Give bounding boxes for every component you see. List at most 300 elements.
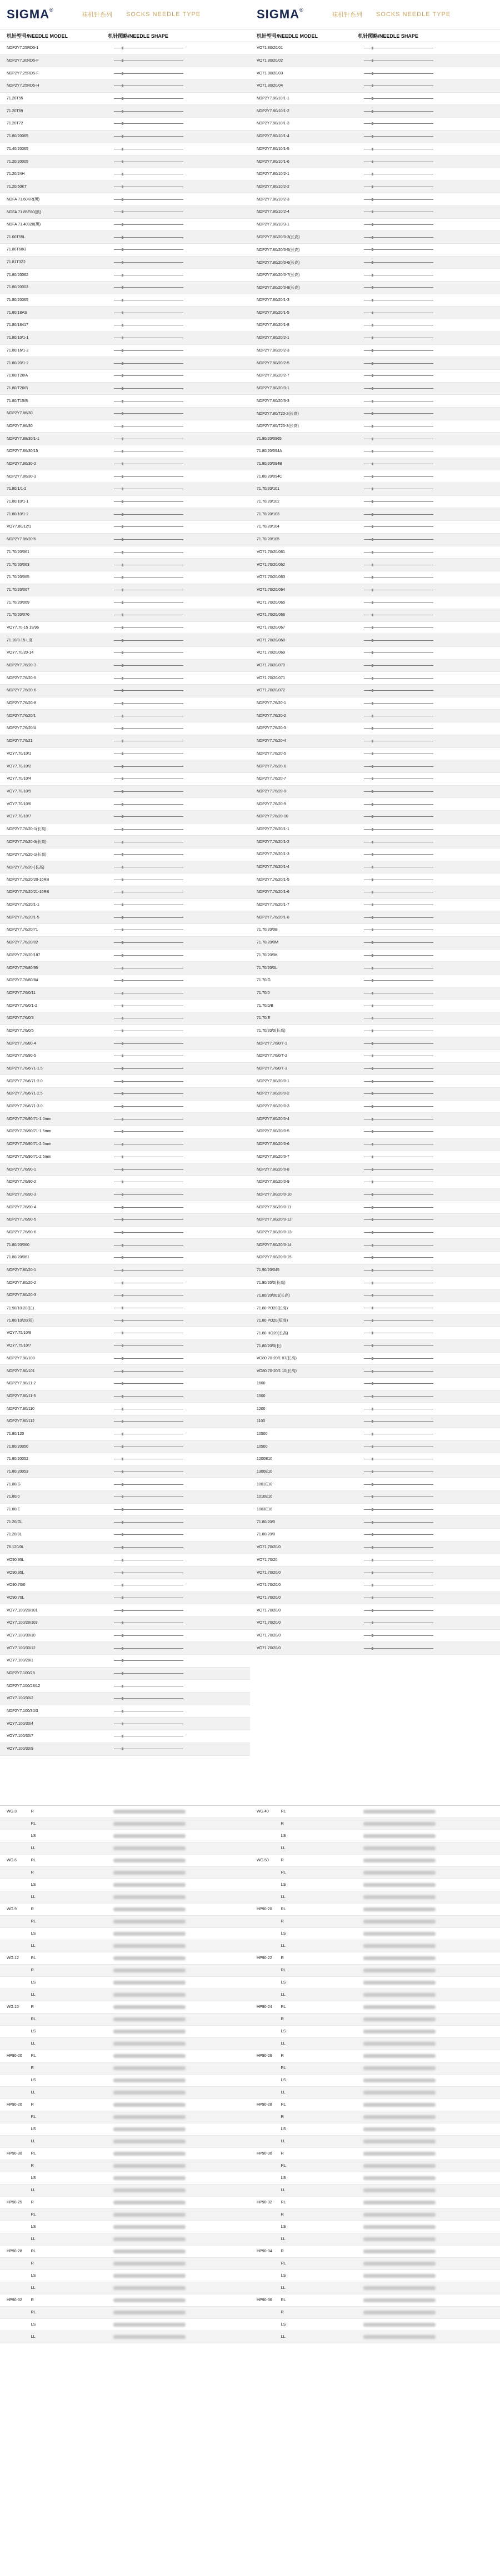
needle-shape-icon	[114, 425, 192, 428]
needle-shape-icon	[114, 1647, 192, 1650]
needle-model: 10500	[257, 1432, 268, 1436]
needle-model: 71.80/G	[7, 1482, 21, 1487]
needle-shape-cell	[104, 1458, 250, 1460]
needle-row	[250, 193, 500, 206]
needle-row	[0, 1642, 250, 1655]
needle-shape-image	[113, 1981, 186, 1985]
needle-model: NDP2Y7.80/20-2	[7, 1281, 36, 1285]
needle-row	[250, 67, 500, 80]
needle-row	[0, 1718, 250, 1730]
needle-row	[250, 496, 500, 509]
needle-row	[0, 1403, 250, 1415]
needle-shape-icon	[364, 1092, 442, 1095]
header-model: 机针型号/NEEDLE MODEL	[257, 33, 318, 39]
needle-shape-icon	[364, 564, 442, 566]
group-row	[0, 2013, 250, 2026]
needle-row	[250, 1554, 500, 1567]
needle-model: NDP2Y7.80/10/2-4	[257, 210, 289, 214]
needle-model: NDP2Y7.80/20/3-1	[257, 386, 289, 390]
needle-shape-icon	[364, 589, 442, 591]
needle-row	[0, 1289, 250, 1302]
group-row	[0, 2319, 250, 2331]
needle-shape-icon	[364, 702, 442, 705]
needle-shape-cell	[354, 1546, 500, 1549]
needle-row	[0, 1705, 250, 1718]
needle-shape-image	[363, 2298, 436, 2302]
needle-shape-image	[113, 2091, 186, 2095]
needle-shape-icon	[114, 1408, 192, 1410]
needle-row	[250, 886, 500, 899]
needle-shape-cell	[104, 954, 250, 957]
needle-row	[0, 155, 250, 168]
needle-model: VO71.70/20/0	[257, 1633, 281, 1638]
group-row	[250, 2123, 500, 2136]
needle-shape-icon	[364, 752, 442, 755]
needle-model: VOY7.70/10/1	[7, 751, 31, 756]
needle-row	[250, 118, 500, 130]
needle-row	[0, 143, 250, 156]
group-row	[250, 1855, 500, 1867]
needle-shape-image	[113, 2225, 186, 2229]
needle-shape-icon	[364, 84, 442, 87]
needle-shape-cell	[104, 362, 250, 365]
needle-model: NDP2Y7.30RD5-F	[7, 59, 39, 63]
needle-shape-icon	[364, 941, 442, 944]
size-label: LL	[31, 1895, 36, 1899]
needle-shape-icon	[114, 1244, 192, 1247]
shape-cell	[61, 1859, 250, 1862]
needle-model: 1200E10	[257, 1457, 273, 1462]
needle-model: VOY7.70/10/2	[7, 764, 31, 769]
needle-shape-cell	[354, 1168, 500, 1171]
needle-shape-icon	[114, 1445, 192, 1448]
needle-model: VOY7.100/28/1	[7, 1659, 33, 1663]
needle-shape-image	[113, 2188, 186, 2192]
needle-shape-image	[113, 2115, 186, 2119]
needle-shape-cell	[104, 1723, 250, 1725]
needle-row	[250, 1541, 500, 1554]
group-row	[0, 1830, 250, 1842]
needle-shape-cell	[354, 1483, 500, 1486]
needle-shape-icon	[114, 1571, 192, 1574]
needle-shape-image	[363, 2262, 436, 2266]
needle-row	[0, 294, 250, 307]
logo-mark: ®	[49, 7, 54, 13]
size-label: R	[281, 1956, 284, 1960]
needle-shape-cell	[104, 525, 250, 528]
needle-shape-cell	[104, 500, 250, 503]
needle-shape-cell	[104, 337, 250, 339]
needle-shape-icon	[114, 1231, 192, 1234]
needle-shape-cell	[354, 928, 500, 931]
needle-row	[250, 1176, 500, 1189]
needle-column-left	[0, 42, 250, 1756]
needle-shape-icon	[114, 1609, 192, 1612]
needle-model: 71.80/20/0965	[257, 436, 282, 441]
needle-shape-cell	[354, 387, 500, 390]
needle-row	[250, 1390, 500, 1403]
needle-model: NDP2Y7.80/20/0-15	[257, 1256, 292, 1260]
needle-shape-icon	[364, 525, 442, 528]
needle-shape-icon	[364, 135, 442, 138]
needle-model: VOY7.100/28/101	[7, 1608, 38, 1613]
needle-shape-icon	[114, 1080, 192, 1083]
needle-shape-image	[113, 2005, 186, 2009]
needle-model: 71.80/20050	[7, 1444, 28, 1449]
needle-shape-cell	[104, 1282, 250, 1284]
needle-shape-image	[363, 1981, 436, 1985]
size-label: RL	[281, 2201, 286, 2205]
needle-model: NDP2Y7.80/20/1-5	[257, 310, 289, 315]
needle-shape-cell	[104, 1244, 250, 1247]
needle-row	[0, 521, 250, 534]
needle-shape-icon	[114, 412, 192, 415]
needle-shape-cell	[354, 765, 500, 768]
needle-row	[0, 206, 250, 219]
shape-cell	[311, 2262, 500, 2266]
needle-shape-icon	[114, 1005, 192, 1007]
needle-shape-icon	[364, 72, 442, 75]
needle-model: 71.80/20/060	[7, 1243, 29, 1247]
needle-shape-cell	[354, 992, 500, 995]
group-row	[0, 2209, 250, 2221]
needle-shape-cell	[104, 589, 250, 591]
needle-model: NDP2Y7.76/0/11	[7, 991, 36, 995]
needle-shape-icon	[114, 198, 192, 201]
needle-row	[250, 911, 500, 924]
needle-shape-cell	[104, 1621, 250, 1624]
needle-model: NDP2Y7.76/6/71-2.0	[7, 1079, 43, 1083]
needle-shape-icon	[114, 866, 192, 868]
needle-shape-icon	[114, 1559, 192, 1561]
shape-cell	[311, 1944, 500, 1948]
needle-shape-image	[113, 1956, 186, 1960]
needle-shape-cell	[104, 173, 250, 175]
group-row	[0, 2270, 250, 2282]
needle-shape-image	[113, 1969, 186, 1972]
needle-shape-icon	[364, 1508, 442, 1511]
size-label: LL	[281, 1895, 286, 1899]
needle-model: 71.80 PO20(长高)	[257, 1306, 288, 1310]
needle-row	[0, 1163, 250, 1176]
needle-shape-icon	[114, 463, 192, 465]
needle-model: NDP2Y7.80/20/0-5	[257, 1129, 289, 1134]
size-label: RL	[281, 2103, 286, 2107]
shape-cell	[61, 2176, 250, 2180]
needle-shape-icon	[114, 1659, 192, 1662]
needle-model: 71.80/20053	[7, 1470, 28, 1474]
needle-shape-icon	[114, 1483, 192, 1486]
size-label: LL	[281, 2091, 286, 2095]
needle-model: NDP2Y7.80/20/0-6	[257, 1142, 289, 1147]
group-row	[250, 2148, 500, 2160]
needle-model: VO71.80/20/01	[257, 46, 283, 51]
needle-model: VO71.70/20/061	[257, 550, 285, 554]
size-label: RL	[281, 1969, 286, 1972]
needle-row	[0, 282, 250, 294]
needle-row	[0, 67, 250, 80]
needle-row	[0, 975, 250, 987]
needle-row	[250, 370, 500, 383]
header-shape: 机针图略/NEEDLE SHAPE	[358, 33, 418, 39]
needle-shape-cell	[104, 1206, 250, 1209]
shape-cell	[311, 2164, 500, 2168]
needle-model: 71.70/20/103	[257, 512, 279, 516]
needle-model: 76.120/0L	[7, 1545, 24, 1550]
size-label: LS	[31, 2030, 36, 2033]
needle-shape-cell	[354, 1357, 500, 1360]
needle-shape-cell	[354, 513, 500, 516]
needle-shape-icon	[364, 1143, 442, 1146]
needle-row	[250, 1264, 500, 1277]
needle-model: VO71.70/20	[257, 1558, 278, 1562]
needle-model: 71.20T55	[7, 97, 23, 101]
needle-shape-icon	[364, 777, 442, 780]
needle-row	[0, 559, 250, 571]
needle-shape-icon	[364, 286, 442, 289]
needle-shape-icon	[114, 815, 192, 818]
shape-cell	[61, 2140, 250, 2143]
size-label: RL	[31, 2311, 36, 2314]
shape-cell	[311, 2298, 500, 2302]
needle-row	[250, 1012, 500, 1025]
shape-cell	[61, 2103, 250, 2107]
needle-row	[250, 1037, 500, 1050]
needle-shape-cell	[104, 1445, 250, 1448]
needle-shape-cell	[104, 1294, 250, 1297]
needle-shape-icon	[114, 374, 192, 377]
needle-model: NDP2Y7.80/10/1-1	[257, 97, 289, 101]
size-label: LS	[31, 2176, 36, 2180]
needle-shape-cell	[354, 463, 500, 465]
shape-cell	[311, 1993, 500, 1997]
size-label: LS	[281, 2030, 286, 2033]
needle-row	[0, 571, 250, 584]
needle-shape-cell	[354, 916, 500, 919]
needle-shape-icon	[364, 916, 442, 919]
needle-shape-icon	[364, 1042, 442, 1045]
needle-row	[250, 1566, 500, 1579]
group-label: WG.40	[257, 1810, 269, 1814]
group-label: WG.9	[7, 1907, 17, 1911]
shape-cell	[311, 1895, 500, 1899]
needle-shape-cell	[354, 312, 500, 314]
shape-cell	[311, 2017, 500, 2021]
needle-shape-cell	[104, 576, 250, 579]
needle-model: NDP2Y7.76/20-6	[7, 689, 36, 693]
size-label: LS	[31, 2225, 36, 2229]
needle-row	[250, 332, 500, 345]
needle-shape-cell	[104, 97, 250, 100]
needle-shape-cell	[104, 236, 250, 239]
needle-model: NDP2Y7.100/28/12	[7, 1684, 41, 1688]
shape-cell	[61, 1822, 250, 1826]
needle-shape-cell	[104, 72, 250, 75]
needle-shape-cell	[104, 677, 250, 680]
subtitle-en: SOCKS NEEDLE TYPE	[126, 11, 201, 18]
needle-shape-image	[113, 1810, 186, 1814]
needle-row	[0, 1201, 250, 1214]
needle-row	[0, 1390, 250, 1403]
needle-row	[250, 244, 500, 257]
needle-row	[250, 1415, 500, 1428]
needle-row	[0, 319, 250, 332]
needle-model: NDP2Y7.80/101	[7, 1369, 35, 1373]
needle-model: NDP2Y7.76/90-3	[7, 1192, 36, 1197]
needle-shape-icon	[364, 903, 442, 906]
needle-model: NDP2Y7.80/100	[7, 1356, 35, 1360]
group-row	[0, 2294, 250, 2307]
shape-cell	[61, 1920, 250, 1924]
needle-row	[250, 622, 500, 635]
shape-cell	[61, 2298, 250, 2302]
needle-model: NDP2Y7.76/20/4	[7, 726, 36, 731]
needle-shape-image	[363, 2188, 436, 2192]
needle-shape-icon	[114, 878, 192, 881]
needle-shape-cell	[354, 412, 500, 415]
needle-model: 1003E10	[257, 1508, 273, 1512]
needle-shape-icon	[114, 1370, 192, 1373]
group-row	[250, 2111, 500, 2123]
needle-shape-cell	[104, 59, 250, 62]
needle-model: NDP2Y7.80/20/0-2	[257, 1092, 289, 1096]
needle-model: 1600	[257, 1382, 266, 1386]
needle-shape-cell	[104, 702, 250, 705]
needle-model: 71.70/0	[257, 991, 270, 995]
shape-cell	[61, 1810, 250, 1814]
needle-row	[250, 143, 500, 156]
needle-row	[0, 1415, 250, 1428]
shape-cell	[311, 2054, 500, 2058]
needle-row	[250, 1088, 500, 1101]
needle-model: 71.80/10/1-2	[7, 512, 29, 516]
needle-model: 71.81T3Z2	[7, 260, 26, 265]
size-label: LS	[31, 1981, 36, 1985]
group-row	[250, 2319, 500, 2331]
needle-shape-cell	[104, 400, 250, 403]
needle-shape-cell	[104, 538, 250, 541]
needle-shape-icon	[364, 891, 442, 893]
group-label: HP90-25	[7, 2201, 22, 2205]
needle-shape-image	[113, 2249, 186, 2253]
needle-shape-icon	[364, 815, 442, 818]
needle-shape-icon	[114, 589, 192, 591]
needle-shape-cell	[354, 362, 500, 365]
needle-shape-icon	[364, 538, 442, 541]
needle-model: VO71.70/20/072	[257, 689, 285, 693]
needle-model: NDP2Y7.80/20/2-1	[257, 336, 289, 340]
needle-shape-cell	[104, 1067, 250, 1070]
needle-shape-icon	[114, 97, 192, 100]
needle-model: NDP2Y7.76/20/1-5	[257, 877, 289, 882]
needle-shape-image	[113, 1834, 186, 1838]
needle-model: NDP2Y7.76/20/21-16RB	[7, 890, 49, 895]
needle-shape-icon	[364, 1130, 442, 1133]
shape-cell	[311, 2225, 500, 2229]
needle-shape-icon	[364, 664, 442, 667]
needle-shape-icon	[364, 866, 442, 868]
needle-model: NDP2Y7.86/30-2	[7, 462, 36, 466]
needle-shape-icon	[114, 1030, 192, 1032]
needle-model: NDP2Y7.76/0/T-1	[257, 1041, 287, 1046]
needle-row	[250, 395, 500, 408]
shape-cell	[61, 2201, 250, 2205]
needle-model: NDP2Y7.80/10/1-2	[257, 109, 289, 113]
group-row	[250, 1806, 500, 1818]
needle-shape-icon	[364, 198, 442, 201]
needle-shape-icon	[364, 677, 442, 680]
needle-shape-icon	[114, 1067, 192, 1070]
needle-shape-image	[363, 2054, 436, 2058]
shape-cell	[61, 2323, 250, 2327]
needle-row	[250, 811, 500, 823]
needle-shape-icon	[364, 500, 442, 503]
shape-cell	[61, 2335, 250, 2339]
needle-model: 71.70/20/102	[257, 500, 279, 504]
needle-model: VO90.95L	[7, 1558, 24, 1562]
needle-model: 71.80/20065	[7, 298, 28, 303]
needle-row	[0, 660, 250, 672]
needle-row	[0, 55, 250, 68]
needle-row	[0, 1617, 250, 1630]
size-label: RL	[31, 2152, 36, 2156]
shape-cell	[61, 2286, 250, 2290]
needle-shape-cell	[354, 702, 500, 705]
needle-row	[0, 483, 250, 496]
needle-shape-cell	[104, 286, 250, 289]
needle-shape-cell	[104, 689, 250, 692]
needle-shape-cell	[104, 261, 250, 264]
needle-row	[0, 1453, 250, 1466]
needle-row	[250, 470, 500, 483]
shape-cell	[311, 2311, 500, 2314]
needle-model: NDP2Y7.86/30/15	[7, 449, 38, 454]
needle-model: NDP2Y7.76/20/02	[7, 941, 38, 945]
needle-model: NDP2Y7.76/20-9	[257, 802, 286, 806]
group-row	[250, 1989, 500, 2001]
needle-shape-icon	[364, 841, 442, 843]
needle-shape-cell	[354, 815, 500, 818]
shape-cell	[311, 1871, 500, 1875]
needle-shape-cell	[104, 1546, 250, 1549]
group-row	[0, 1806, 250, 1818]
group-row	[250, 1867, 500, 1879]
shape-cell	[311, 2091, 500, 2095]
group-row	[0, 1977, 250, 1989]
brand-bar	[0, 0, 500, 29]
needle-shape-icon	[364, 1080, 442, 1083]
needle-shape-icon	[114, 639, 192, 642]
header-shape: 机针图略/NEEDLE SHAPE	[108, 33, 168, 39]
size-label: LS	[31, 1932, 36, 1936]
needle-row	[0, 1101, 250, 1113]
shape-cell	[61, 1871, 250, 1875]
needle-shape-icon	[114, 992, 192, 995]
needle-row	[250, 219, 500, 232]
needle-row	[0, 219, 250, 232]
needle-shape-icon	[364, 928, 442, 931]
needle-model: 71.70/20/105	[257, 538, 279, 542]
size-label: LL	[31, 2140, 36, 2143]
needle-shape-cell	[104, 1571, 250, 1574]
needle-shape-cell	[354, 1370, 500, 1373]
needle-row	[250, 1592, 500, 1605]
needle-shape-cell	[354, 475, 500, 478]
needle-shape-icon	[114, 1697, 192, 1700]
group-row	[0, 1952, 250, 1965]
needle-model: NDP2Y7.80/20/0-7(长高)	[257, 273, 300, 278]
logo-text: SIGMA	[7, 7, 50, 21]
